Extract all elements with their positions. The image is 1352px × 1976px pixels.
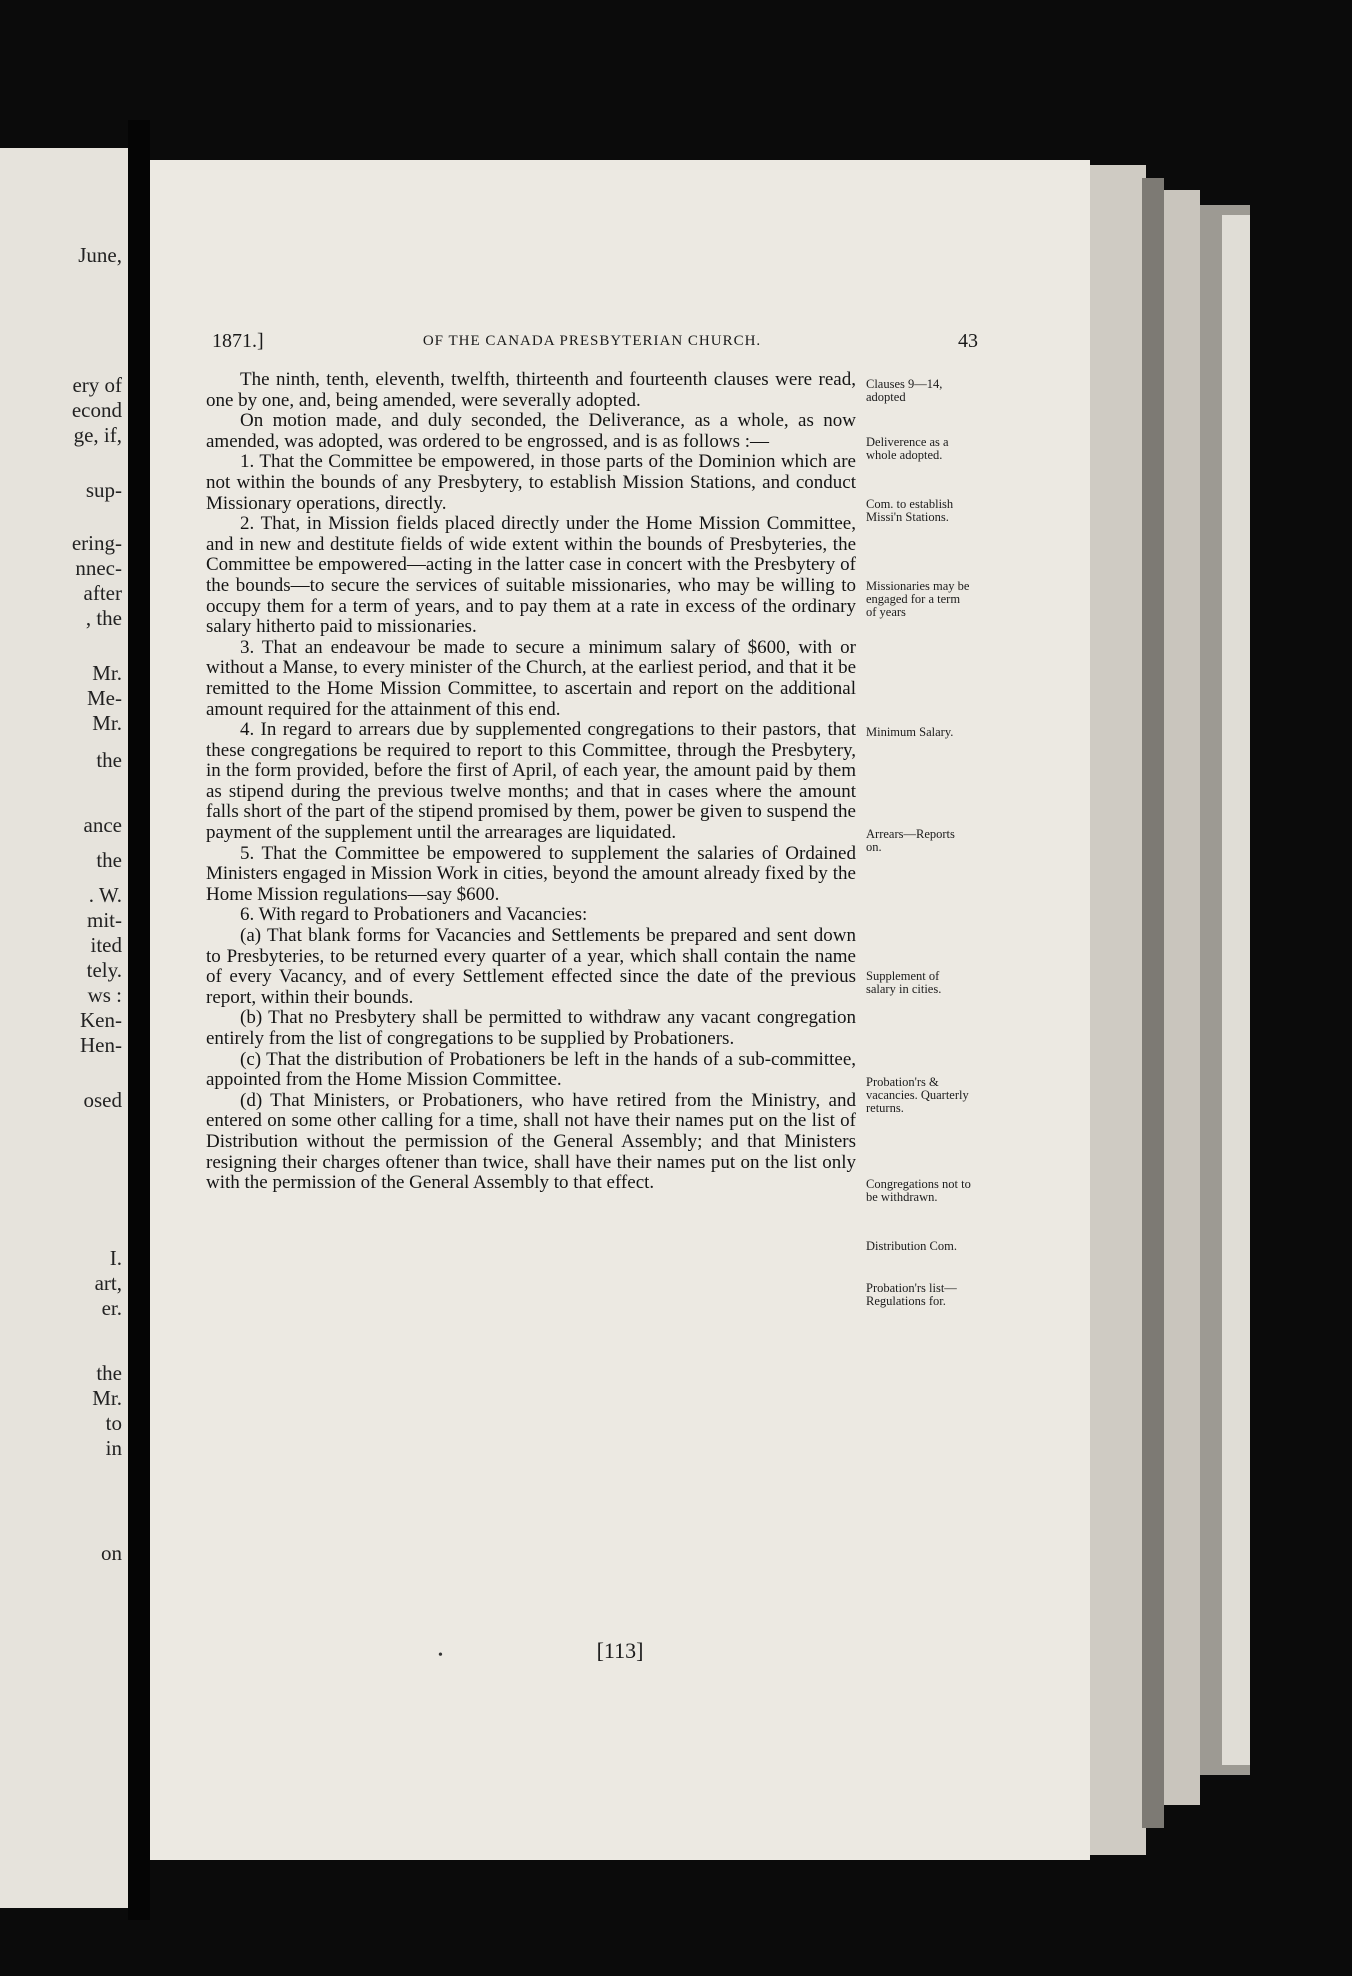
margin-note: Deliverence as a whole adopted. <box>866 435 949 462</box>
page-edge <box>1222 215 1250 1765</box>
left-page-fragment: ery of <box>72 373 122 397</box>
margin-note: Congregations not to be withdrawn. <box>866 1177 971 1204</box>
paragraph: 4. In regard to arrears due by supplemented congregations to their pastors, that these congregations be required to report to this Committee, through the Presbytery, in the form provided, before the first of April, of each year, the amount paid by them as stipend during the previous twelve months; and that in cases where the amount falls short of the part of the stipend promised by them, power be given to suspend the payment of the supplement until the arrearages are liquidated. <box>206 719 856 844</box>
margin-note: Distribution Com. <box>866 1239 957 1253</box>
left-page-fragment: on <box>101 1541 122 1565</box>
left-page-fragment: , the <box>85 606 122 630</box>
left-facing-page <box>0 148 128 1908</box>
document-page <box>150 160 1090 1860</box>
header-year: 1871.] <box>212 330 264 352</box>
left-page-fragment: art, <box>94 1271 122 1295</box>
running-header <box>212 330 978 360</box>
left-page-fragment: Ken- <box>80 1008 122 1032</box>
left-page-fragment: Mr. <box>92 661 122 685</box>
book-gutter <box>128 120 150 1920</box>
margin-note: Probation'rs list—Regulations for. <box>866 1281 957 1308</box>
left-page-fragment: econd <box>71 398 122 422</box>
left-page-fragment: Hen- <box>80 1033 122 1057</box>
paragraph: (d) That Ministers, or Probationers, who have retired from the Ministry, and entered on some other calling for a time, shall not have their names put on the list of Distribution without the permission of the General Assembly; and that Ministers resigning their charges oftener than twice, shall have their names put on the list only with the permission of the General Assembly to that effect. <box>206 1089 856 1194</box>
margin-note: Com. to establish Missi'n Stations. <box>866 497 954 524</box>
left-page-fragment: sup- <box>85 478 122 502</box>
left-page-fragment: nnec- <box>75 556 122 580</box>
paragraph: 6. With regard to Probationers and Vacancies: <box>240 904 588 926</box>
page-edge <box>1142 178 1164 1828</box>
left-page-fragment: the <box>96 848 122 872</box>
body-text <box>206 370 856 1194</box>
left-page-fragment: . W. <box>88 883 122 907</box>
left-page-fragment: June, <box>78 243 122 267</box>
paragraph: The ninth, tenth, eleventh, twelfth, thirteenth and fourteenth clauses were read, one by one, and, being amended, were severally adopted. <box>206 369 856 411</box>
left-page-fragment: ge, if, <box>73 423 122 447</box>
margin-note: Minimum Salary. <box>866 725 954 739</box>
print-speck: • <box>438 1648 443 1663</box>
left-page-fragment: after <box>83 581 122 605</box>
left-page-fragment: to <box>105 1411 122 1435</box>
paragraph: 5. That the Committee be empowered to supplement the salaries of Ordained Ministers engaged in Mission Work in cities, beyond the amount already fixed by the Home Mission regulations—say $600. <box>206 842 856 905</box>
left-page-fragment: in <box>105 1436 122 1460</box>
left-page-fragment: tely. <box>86 958 122 982</box>
left-page-fragment: ws : <box>87 983 122 1007</box>
paragraph: On motion made, and duly seconded, the Deliverance, as a whole, as now amended, was adopted, was ordered to be engrossed, and is as follows :— <box>206 410 856 452</box>
left-page-fragment: Mr. <box>92 1386 122 1410</box>
left-page-fragment: mit- <box>87 908 122 932</box>
margin-note: Missionaries may be engaged for a term of years <box>866 579 970 619</box>
left-page-fragment: Mr. <box>92 711 122 735</box>
left-page-fragment: the <box>96 748 122 772</box>
margin-note: Supplement of salary in cities. <box>866 969 942 996</box>
margin-note: Probation'rs & vacancies. Quarterly returns. <box>866 1075 969 1115</box>
paragraph: (a) That blank forms for Vacancies and Settlements be prepared and sent down to Presbyteries, to be returned every quarter of a year, which shall contain the name of every Vacancy, and of every Settlement effected since the date of the previous report, within their bounds. <box>206 925 856 1008</box>
margin-note: Clauses 9—14, adopted <box>866 377 943 404</box>
paragraph: (c) That the distribution of Probationers be left in the hands of a sub-committee, appointed from the Home Mission Committee. <box>206 1048 856 1091</box>
page-edge <box>1164 190 1200 1805</box>
margin-note: Arrears—Reports on. <box>866 827 955 854</box>
paragraph: 3. That an endeavour be made to secure a minimum salary of $600, with or without a Manse, to every minister of the Church, at the earliest period, and that it be remitted to the Home Mission Committee, to ascertain and report on the additional amount required for the attainment of this end. <box>206 636 856 720</box>
left-page-fragment: ited <box>90 933 122 957</box>
paragraph: 2. That, in Mission fields placed directly under the Home Mission Committee, and in new and destitute fields of wide extent within the bounds of Presbyteries, the Committee be empowered—acting in the latter case in concert with the Presbytery of the bounds—to secure the services of suitable missionaries, who may be willing to occupy them for a term of years, and to pay them at a rate in excess of the ordinary salary hitherto paid to missionaries. <box>206 513 856 638</box>
left-page-fragment: er. <box>101 1296 122 1320</box>
page-number: 43 <box>958 330 978 352</box>
page-edge <box>1088 165 1146 1855</box>
header-title: OF THE CANADA PRESBYTERIAN CHURCH. <box>422 333 762 349</box>
left-page-fragment: ance <box>83 813 122 837</box>
left-page-fragment: ering- <box>71 531 122 555</box>
sheet-number: [113] <box>596 1638 644 1663</box>
left-page-fragment: Me- <box>87 686 122 710</box>
left-page-fragment: I. <box>109 1246 122 1270</box>
left-page-fragment: the <box>96 1361 122 1385</box>
paragraph: (b) That no Presbytery shall be permitted to withdraw any vacant congregation entirely from the list of congregations to be supplied by Probationers. <box>206 1007 856 1049</box>
left-page-fragment: osed <box>83 1088 122 1112</box>
paragraph: 1. That the Committee be empowered, in those parts of the Dominion which are not within the bounds of any Presbytery, to establish Mission Stations, and conduct Missionary operations, directly. <box>206 451 856 514</box>
